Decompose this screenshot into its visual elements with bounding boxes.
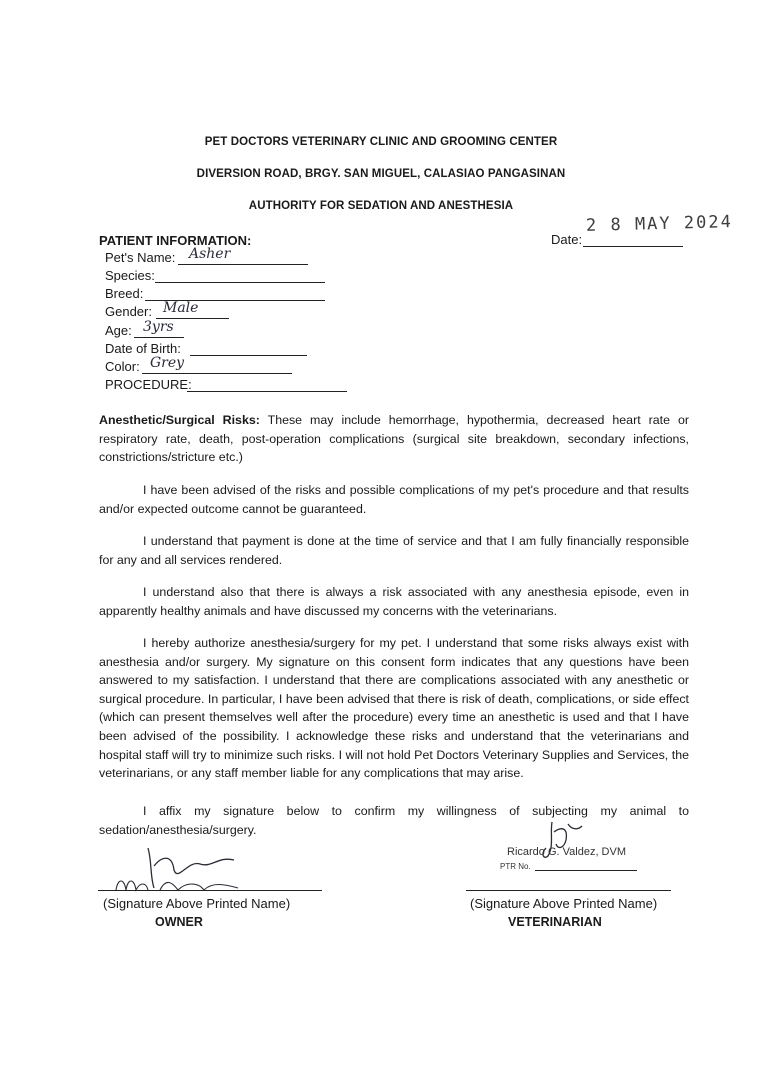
clinic-name: PET DOCTORS VETERINARY CLINIC AND GROOMING CENTER [204,136,558,148]
form-title: AUTHORITY FOR SEDATION AND ANESTHESIA [248,200,514,212]
color-line [142,373,292,374]
date-of-birth-label: Date of Birth: [105,341,181,356]
date-stamp: 2 8 MAY 2024 [585,212,734,236]
vet-signature-caption: (Signature Above Printed Name) [470,896,658,911]
pet-name-label: Pet's Name: [105,250,176,265]
date-of-birth-line [190,355,307,356]
patient-info-title: PATIENT INFORMATION: [99,233,252,248]
color-value: Grey [150,355,185,371]
risk-awareness-text: I understand also that there is always a risk associated with any anesthesia episode, even in apparently healthy animals and have discussed my concerns with the veterinarians. [99,585,689,618]
vet-role-label: VETERINARIAN [508,915,602,929]
vet-printed-name: Ricardo G. Valdez, DVM [507,846,627,858]
age-line [134,337,184,338]
ptr-number-line[interactable] [535,870,637,871]
breed-label: Breed: [105,286,144,301]
age-label: Age: [105,323,132,338]
pet-name-value: Asher [189,246,231,262]
owner-signature [100,842,270,894]
color-label: Color: [105,359,140,374]
owner-signature-line[interactable] [98,890,322,891]
date-label: Date: [551,232,583,247]
advised-text: I have been advised of the risks and possible complications of my pet's procedure and that results and/or expected outcome cannot be guaranteed. [99,483,689,516]
payment-text: I understand that payment is done at the time of service and that I am fully financially responsible for any and all services rendered. [99,534,689,567]
ptr-number-label: PTR No. [500,862,531,871]
authorization-paragraph [99,634,689,783]
gender-value: Male [163,300,199,316]
date-field-line[interactable] [583,246,683,247]
procedure-line [187,391,347,392]
payment-paragraph [99,532,689,569]
species-line [155,282,325,283]
risks-label: Anesthetic/Surgical Risks: [99,413,260,427]
owner-signature-caption: (Signature Above Printed Name) [103,896,291,911]
affix-signature-text: I affix my signature below to confirm my willingness of subjecting my animal to sedation/anesthesia/surgery. [99,804,689,837]
vet-signature-line[interactable] [466,890,671,891]
affix-signature-paragraph [99,802,689,839]
pet-name-line [178,264,308,265]
advised-paragraph [99,481,689,518]
procedure-label: PROCEDURE: [105,377,192,392]
risks-text: These may include hemorrhage, hypothermia, decreased heart rate or respiratory rate, death, post-operation complications (surgical site breakdown, secondary infections, constrictions/stricture etc.) [99,413,689,465]
species-label: Species: [105,268,155,283]
authorization-text: I hereby authorize anesthesia/surgery for my pet. I understand that some risks always exist with anesthesia and/or surgery. My signature on this consent form indicates that any questions have been answered to my satisfaction. I understand that there are complications associated with any anesthetic or surgical procedure. In particular, I have been advised that there is risk of death, complications, or side effect (which can present themselves well after the procedure) every time an anesthetic is used and that I have been advised of the possibility. I acknowledge these risks and understand that the veterinarians and hospital staff will try to minimize such risks. I will not hold Pet Doctors Veterinary Supplies and Services, the veterinarians, or any staff member liable for any complications that may arise. [99,636,689,781]
owner-role-label: OWNER [155,915,203,929]
risks-paragraph [99,411,689,467]
age-value: 3yrs [143,319,174,335]
risk-awareness-paragraph [99,583,689,620]
gender-label: Gender: [105,304,152,319]
clinic-address: DIVERSION ROAD, BRGY. SAN MIGUEL, CALASIAO PANGASINAN [196,168,566,180]
